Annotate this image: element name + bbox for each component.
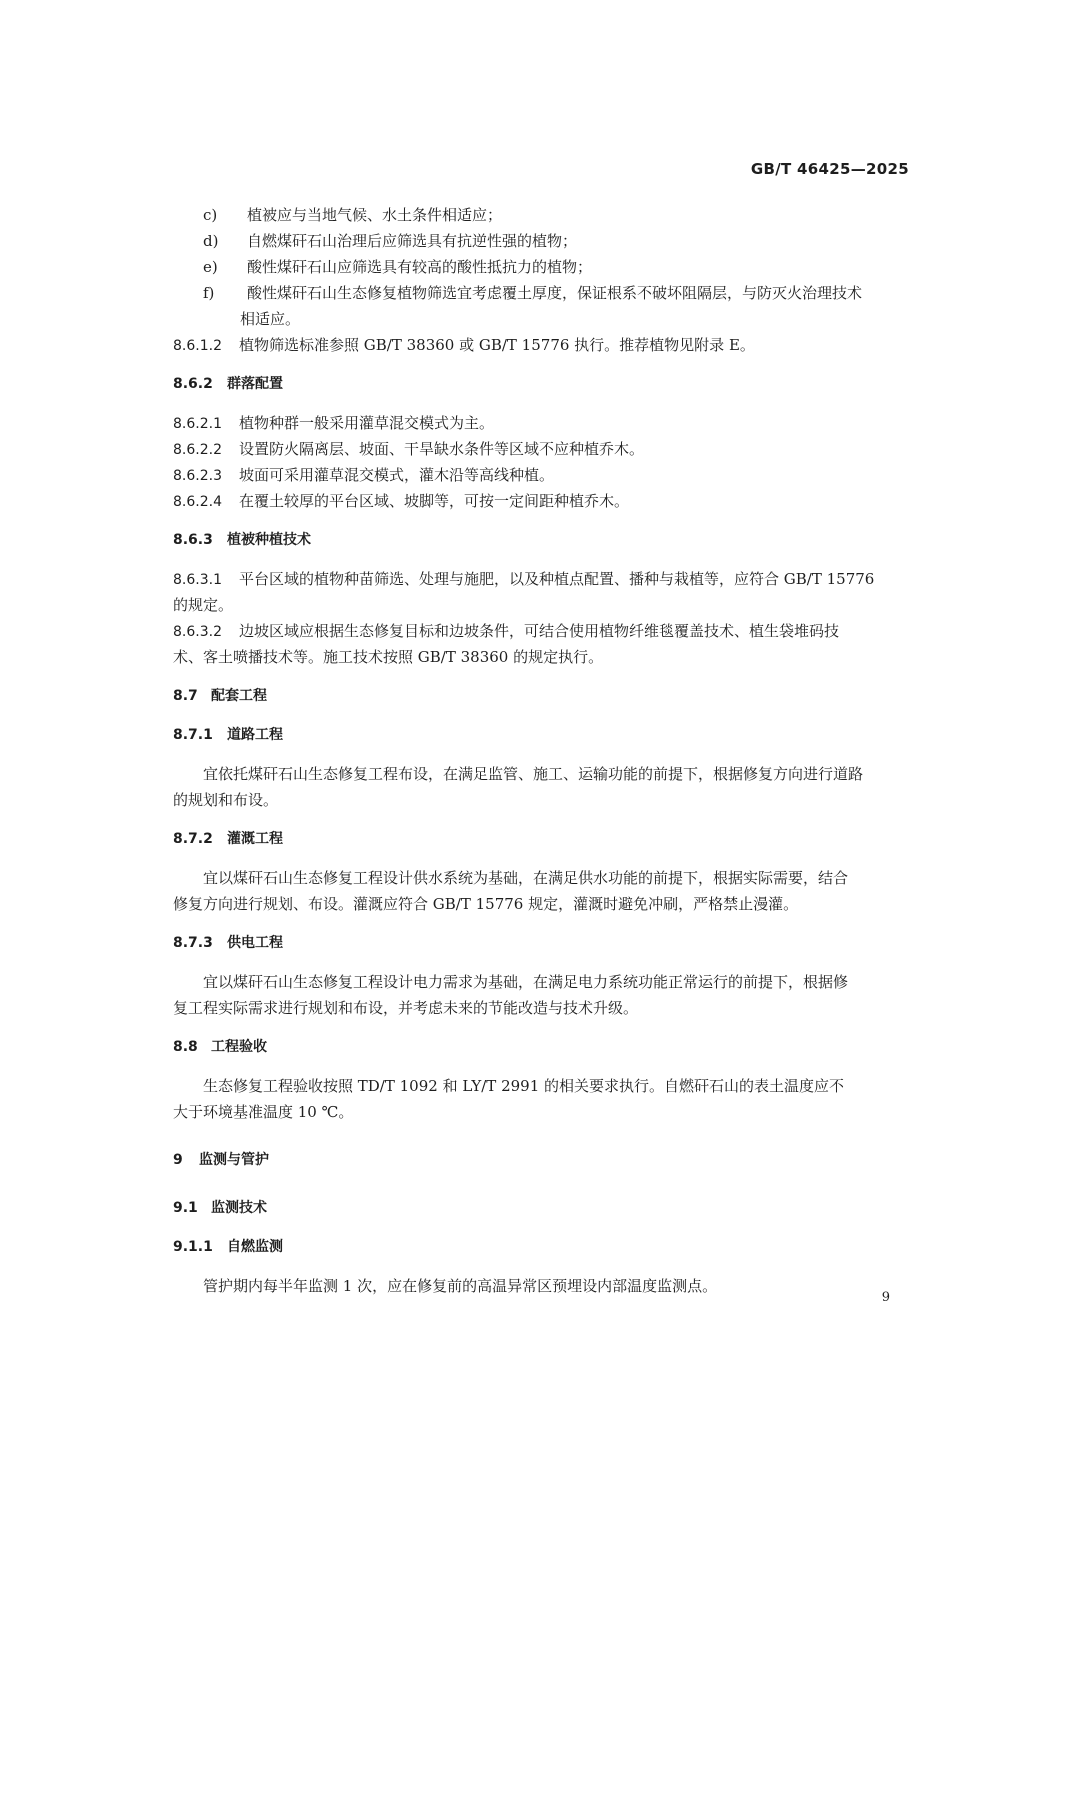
paragraph: 生态修复工程验收按照 TD/T 1092 和 LY/T 2991 的相关要求执行。自燃矸石山的表土温度应不 — [203, 1077, 845, 1095]
section-title: 道路工程 — [227, 727, 283, 743]
clause-text: 设置防火隔离层、坡面、干旱缺水条件等区域不应种植乔木。 — [239, 440, 645, 458]
clause-8-6-2-4 — [173, 488, 629, 515]
section-heading-9-1 — [173, 1195, 267, 1221]
list-item-text: 植被应与当地气候、水土条件相适应； — [247, 206, 503, 224]
document-id: GB/T 46425—2025 — [750, 160, 909, 178]
section-title: 监测技术 — [211, 1200, 267, 1216]
section-number: 8.7 — [173, 688, 198, 704]
section-heading-9-1-1 — [173, 1234, 283, 1260]
clause-8-6-3-2 — [173, 618, 839, 645]
clause-number: 8.6.3.1 — [173, 572, 222, 588]
list-item-tag: d) — [203, 232, 219, 250]
clause-8-6-2-3 — [173, 462, 554, 489]
clause-8-6-3-2-cont: 术、客土喷播技术等。施工技术按照 GB/T 38360 的规定执行。 — [173, 648, 604, 666]
section-title: 植被种植技术 — [227, 532, 311, 548]
section-title: 自燃监测 — [227, 1239, 283, 1255]
clause-text: 在覆土较厚的平台区域、坡脚等，可按一定间距种植乔木。 — [239, 492, 630, 510]
clause-number: 8.6.2.3 — [173, 468, 222, 484]
list-item-text: 酸性煤矸石山生态修复植物筛选宜考虑覆土厚度，保证根系不破坏阻隔层，与防灭火治理技术 — [247, 284, 863, 302]
paragraph: 宜以煤矸石山生态修复工程设计电力需求为基础，在满足电力系统功能正常运行的前提下，根据修 — [203, 973, 849, 991]
clause-number: 8.6.3.2 — [173, 624, 222, 640]
list-item-continuation: 相适应。 — [240, 310, 301, 328]
section-title: 配套工程 — [211, 688, 267, 704]
section-number: 8.7.2 — [173, 831, 213, 847]
list-item — [173, 280, 862, 306]
list-item-tag: f) — [203, 284, 215, 302]
chapter-number: 9 — [173, 1152, 183, 1168]
list-item-tag: c) — [203, 206, 218, 224]
paragraph-cont: 复工程实际需求进行规划和布设，并考虑未来的节能改造与技术升级。 — [173, 999, 639, 1017]
paragraph: 宜依托煤矸石山生态修复工程布设，在满足监管、施工、运输功能的前提下，根据修复方向进行道路 — [203, 765, 864, 783]
section-heading-8-7-3 — [173, 930, 283, 956]
paragraph: 宜以煤矸石山生态修复工程设计供水系统为基础，在满足供水功能的前提下，根据实际需要，结合 — [203, 869, 849, 887]
section-heading-8-8 — [173, 1034, 267, 1060]
clause-number: 8.6.2.2 — [173, 442, 222, 458]
clause-8-6-2-2 — [173, 436, 644, 463]
clause-8-6-3-1-cont: 的规定。 — [173, 596, 234, 614]
clause-number: 8.6.2.4 — [173, 494, 222, 510]
paragraph-cont: 大于环境基准温度 10 ℃。 — [173, 1103, 354, 1121]
section-number: 8.8 — [173, 1039, 198, 1055]
list-item — [173, 228, 577, 254]
clause-text: 坡面可采用灌草混交模式，灌木沿等高线种植。 — [239, 466, 555, 484]
paragraph-cont: 修复方向进行规划、布设。灌溉应符合 GB/T 15776 规定，灌溉时避免冲刷，严格禁止漫灌。 — [173, 895, 799, 913]
section-number: 9.1.1 — [173, 1239, 213, 1255]
list-item-tag: e) — [203, 258, 218, 276]
section-title: 群落配置 — [227, 376, 283, 392]
paragraph-cont: 的规划和布设。 — [173, 791, 279, 809]
chapter-heading-9 — [173, 1147, 269, 1173]
paragraph: 管护期内每半年监测 1 次，应在修复前的高温异常区预埋设内部温度监测点。 — [203, 1277, 718, 1295]
clause-text: 边坡区域应根据生态修复目标和边坡条件，可结合使用植物纤维毯覆盖技术、植生袋堆码技 — [239, 622, 840, 640]
section-heading-8-7 — [173, 683, 267, 709]
clause-text: 平台区域的植物种苗筛选、处理与施肥，以及种植点配置、播种与栽植等，应符合 GB/T 15776 — [239, 570, 875, 588]
chapter-title: 监测与管护 — [199, 1152, 269, 1168]
clause-text: 植物筛选标准参照 GB/T 38360 或 GB/T 15776 执行。推荐植物见附录 E。 — [239, 336, 755, 354]
clause-number: 8.6.1.2 — [173, 338, 222, 354]
section-number: 9.1 — [173, 1200, 198, 1216]
list-item — [173, 254, 592, 280]
list-item-text: 自燃煤矸石山治理后应筛选具有抗逆性强的植物； — [247, 232, 578, 250]
list-item — [173, 202, 502, 228]
section-title: 工程验收 — [211, 1039, 267, 1055]
section-title: 灌溉工程 — [227, 831, 283, 847]
section-title: 供电工程 — [227, 935, 283, 951]
section-number: 8.7.1 — [173, 727, 213, 743]
clause-8-6-1-2 — [173, 332, 755, 359]
section-number: 8.7.3 — [173, 935, 213, 951]
section-heading-8-7-1 — [173, 722, 283, 748]
clause-number: 8.6.2.1 — [173, 416, 222, 432]
section-heading-8-7-2 — [173, 826, 283, 852]
section-number: 8.6.3 — [173, 532, 213, 548]
page-number: 9 — [881, 1290, 890, 1305]
section-heading-8-6-3 — [173, 527, 311, 553]
list-item-text: 酸性煤矸石山应筛选具有较高的酸性抵抗力的植物； — [247, 258, 593, 276]
clause-8-6-3-1 — [173, 566, 874, 593]
section-heading-8-6-2 — [173, 371, 283, 397]
clause-text: 植物种群一般采用灌草混交模式为主。 — [239, 414, 495, 432]
section-number: 8.6.2 — [173, 376, 213, 392]
clause-8-6-2-1 — [173, 410, 494, 437]
